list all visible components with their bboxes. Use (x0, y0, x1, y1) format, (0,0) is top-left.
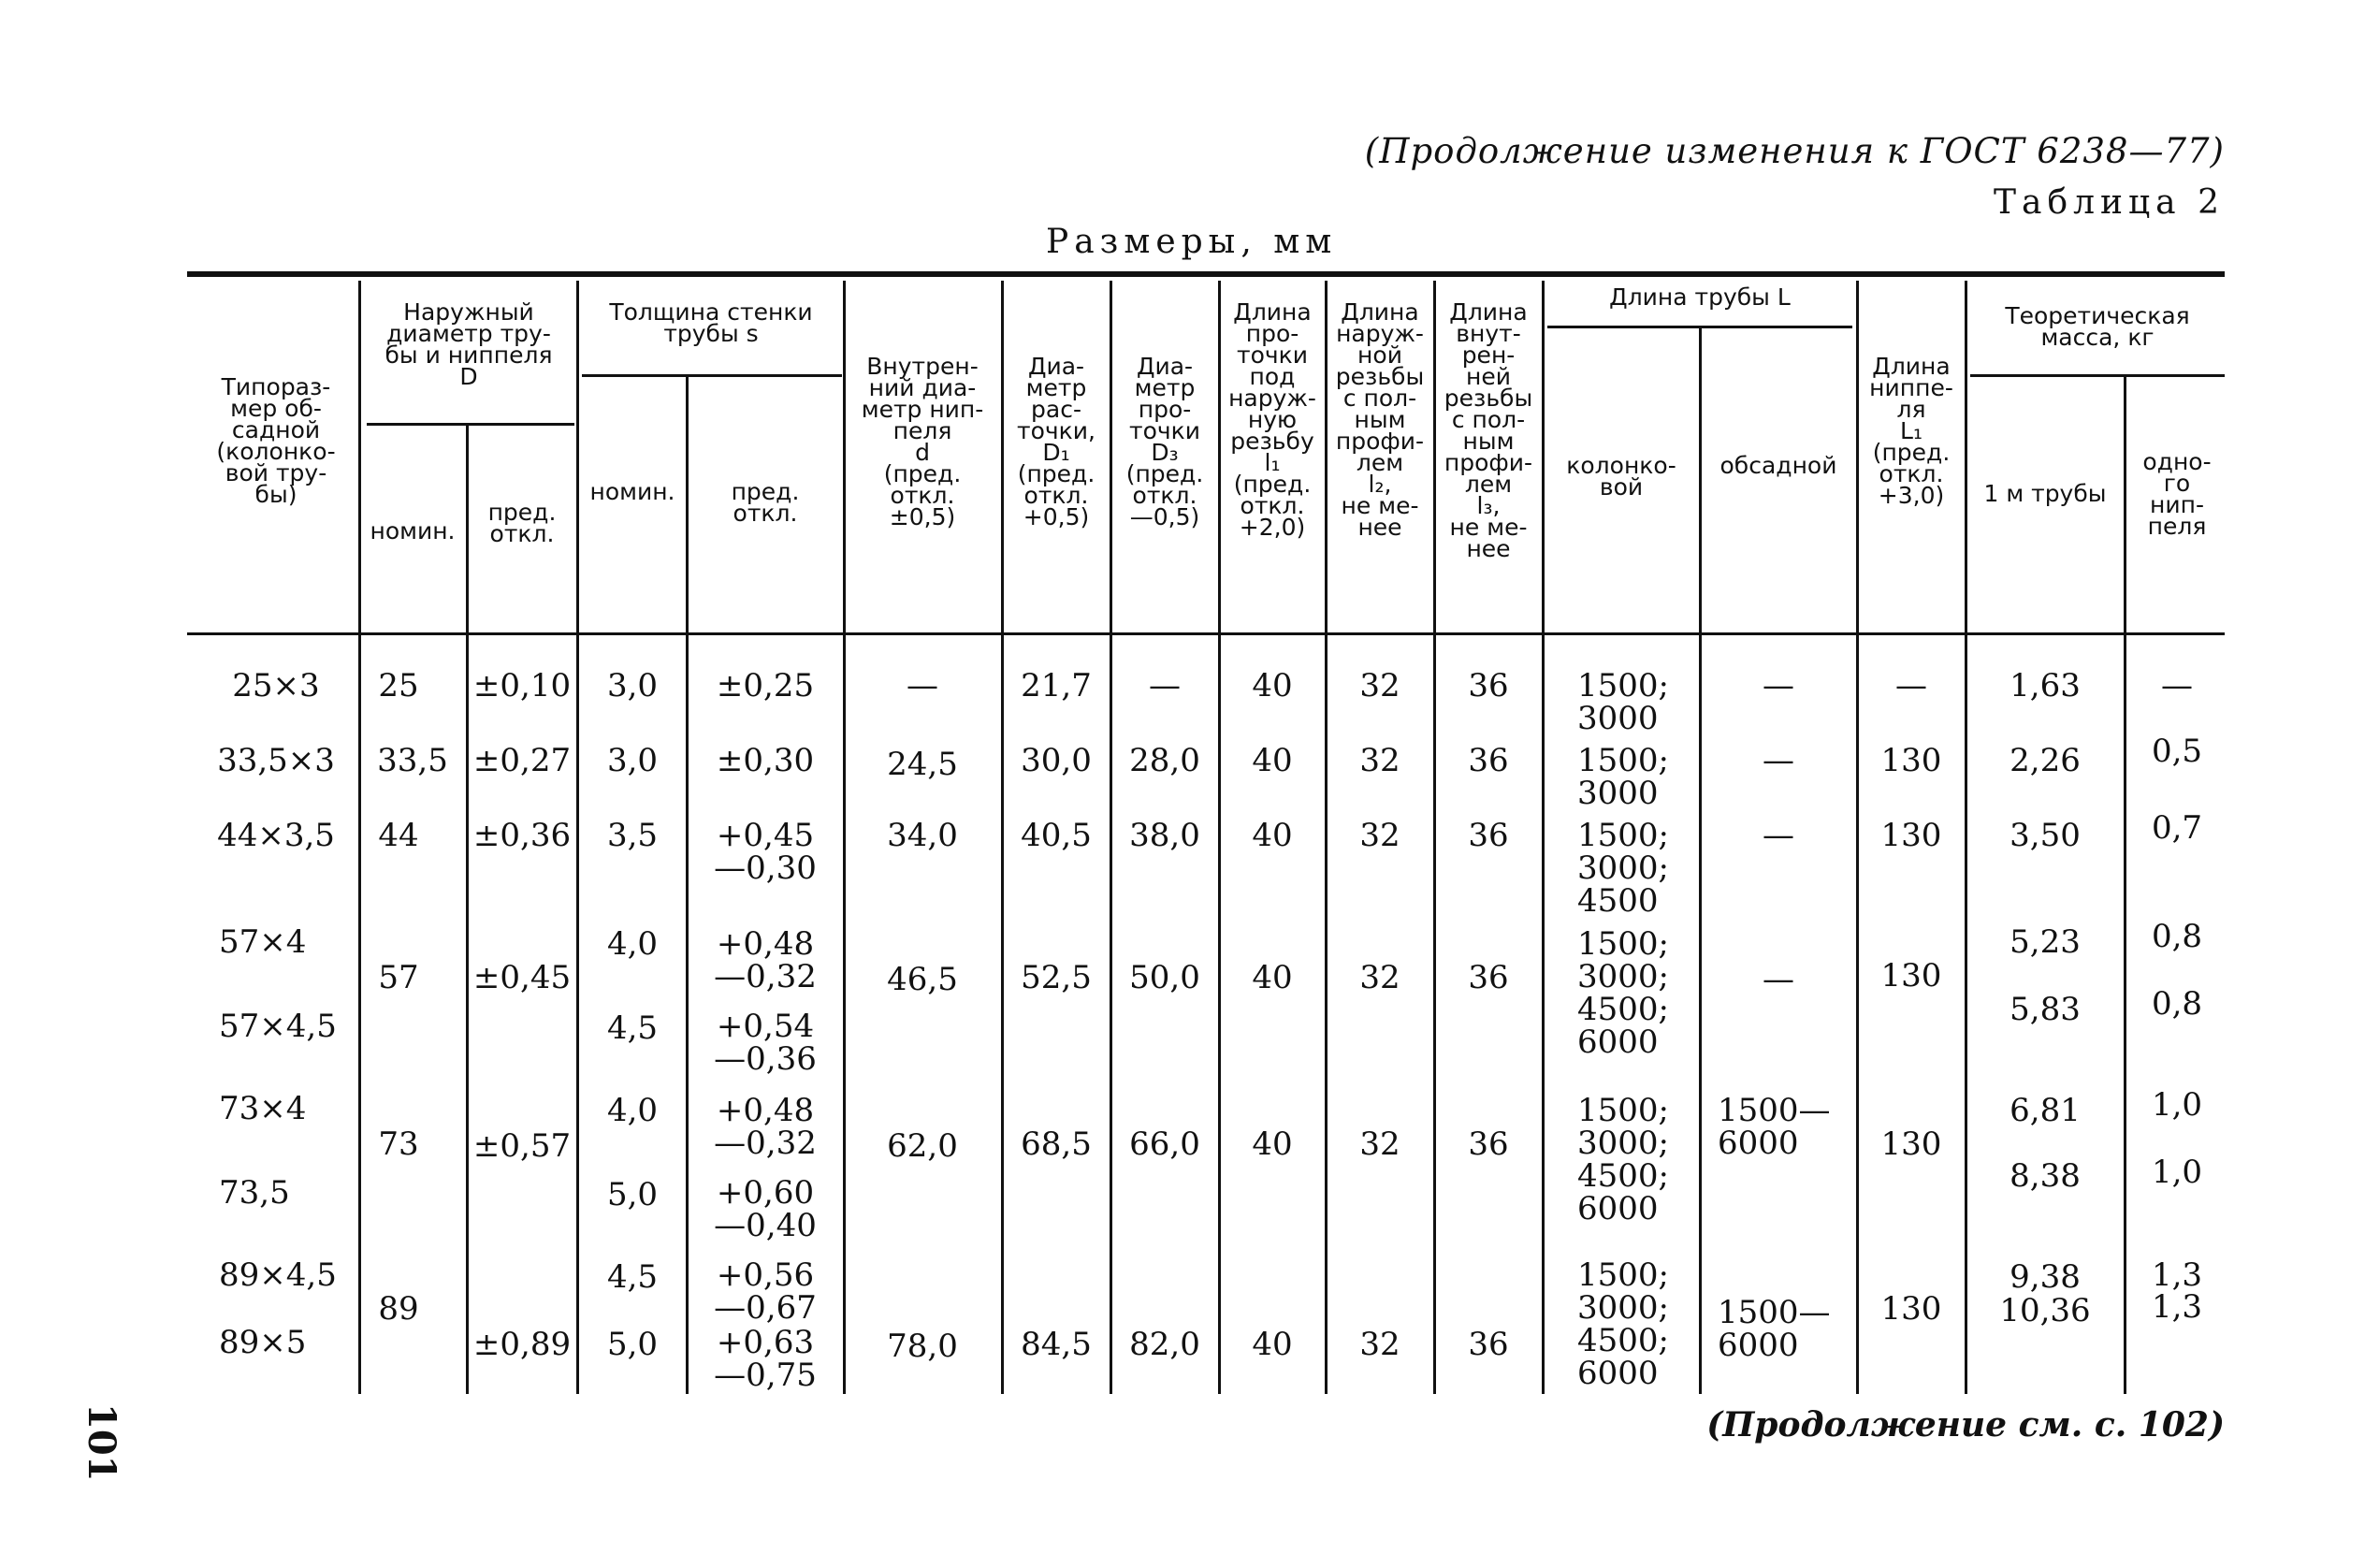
header-subrule (1547, 326, 1852, 328)
cell-s-nom: 5,0 (606, 1176, 659, 1213)
header-wall-thickness: Толщина стенки трубы s (609, 298, 813, 347)
cell-d-tol: ±0,57 (472, 1127, 572, 1165)
column-divider (1218, 281, 1221, 1394)
cell-d-tol: ±0,89 (472, 1326, 572, 1363)
cell-D1: 68,5 (1021, 1125, 1092, 1163)
cell-D3: 66,0 (1129, 1125, 1200, 1163)
cell-mass-nipple: 1,0 (2151, 1086, 2203, 1124)
cell-length-obsadnoy: — (1763, 817, 1794, 854)
cell-type: 89×5 (219, 1324, 307, 1361)
cell-D3: 38,0 (1129, 817, 1200, 854)
cell-mass-nipple: 0,8 (2151, 985, 2203, 1023)
cell-D3: 50,0 (1129, 959, 1200, 996)
continuation-title: (Продолжение изменения к ГОСТ 6238—77) (1364, 131, 2225, 171)
cell-type: 89×4,5 (219, 1256, 337, 1294)
cell-d-tol: ±0,36 (472, 817, 572, 854)
cell-length-kolonkovoy: 1500; 3000 (1577, 742, 1669, 812)
cell-mass-nipple: 0,5 (2151, 733, 2203, 770)
cell-l2: 32 (1359, 959, 1400, 996)
cell-inner-d: 24,5 (887, 746, 958, 783)
header-wall-nomin: номин. (589, 478, 675, 505)
cell-d-nom: 73 (378, 1125, 419, 1163)
column-divider (1699, 327, 1702, 1394)
cell-mass-1m: 6,81 (2010, 1092, 2081, 1129)
cell-nipple-length: 130 (1880, 1125, 1942, 1163)
column-divider (466, 425, 469, 1394)
cell-length-kolonkovoy: 1500; 3000; 4500; 6000 (1577, 1092, 1669, 1227)
cell-nipple-length: 130 (1880, 742, 1942, 779)
cell-d-tol: ±0,45 (472, 959, 572, 996)
header-length-kolonkovoy: колонко- вой (1566, 452, 1676, 501)
cell-s-tol: +0,63 —0,75 (714, 1324, 817, 1394)
cell-d-tol: ±0,10 (472, 667, 572, 704)
header-mass-1m: 1 м трубы (1983, 480, 2107, 507)
column-divider (1542, 281, 1545, 1394)
column-divider (1433, 281, 1436, 1394)
cell-D1: 84,5 (1021, 1326, 1092, 1363)
cell-s-nom: 4,5 (606, 1258, 659, 1296)
cell-length-kolonkovoy: 1500; 3000; 4500; 6000 (1577, 925, 1669, 1061)
cell-s-tol: ±0,25 (716, 667, 815, 704)
cell-l1: 40 (1252, 667, 1293, 704)
header-subrule (367, 423, 574, 426)
header-outer-nomin: номин. (370, 517, 456, 544)
cell-length-kolonkovoy: 1500; 3000 (1577, 667, 1669, 737)
table-label: Таблица 2 (1994, 183, 2225, 222)
cell-s-tol: +0,48 —0,32 (714, 925, 817, 995)
cell-mass-1m: 5,83 (2010, 991, 2081, 1028)
cell-nipple-length: 130 (1880, 1290, 1942, 1328)
cell-D1: 21,7 (1021, 667, 1092, 704)
cell-length-obsadnoy: 1500— 6000 (1718, 1092, 1831, 1162)
cell-inner-d: — (907, 667, 938, 704)
header-d3: Диа- метр про- точки D₃ (пред. откл. —0,5) (1125, 353, 1204, 530)
cell-mass-1m: 1,63 (2010, 667, 2081, 704)
cell-l3: 36 (1468, 742, 1509, 779)
cell-mass-nipple: — (2161, 667, 2193, 704)
header-pipe-length: Длина трубы L (1609, 283, 1791, 311)
cell-nipple-length: 130 (1880, 817, 1942, 854)
cell-mass-1m: 5,23 (2010, 923, 2081, 961)
header-subrule (582, 374, 842, 377)
continuation-footer: (Продолжение см. с. 102) (1706, 1405, 2225, 1445)
column-divider (1110, 281, 1112, 1394)
cell-l3: 36 (1468, 667, 1509, 704)
cell-s-nom: 4,0 (606, 1092, 659, 1129)
header-inner-diameter: Внутрен- ний диа- метр нип- пеля d (пред. откл. ±0,5) (861, 353, 984, 530)
header-type: Типораз- мер об- садной (колонко- вой тру- бы) (216, 373, 336, 508)
cell-s-tol: +0,45 —0,30 (714, 817, 817, 887)
cell-type: 33,5×3 (217, 742, 335, 779)
cell-l3: 36 (1468, 817, 1509, 854)
cell-type: 73×4 (219, 1090, 307, 1127)
column-divider (2124, 376, 2126, 1394)
cell-l3: 36 (1468, 959, 1509, 996)
cell-length-kolonkovoy: 1500; 3000; 4500; 6000 (1577, 1256, 1669, 1392)
cell-s-nom: 3,0 (606, 667, 659, 704)
column-divider (686, 376, 689, 1394)
header-l3: Длина внут- рен- ней резьбы с пол- ным профи- лем l₃, не ме- нее (1444, 298, 1533, 562)
cell-D1: 30,0 (1021, 742, 1092, 779)
cell-inner-d: 78,0 (887, 1328, 958, 1365)
cell-mass-nipple: 0,8 (2151, 918, 2203, 955)
cell-mass-1m: 2,26 (2010, 742, 2081, 779)
cell-length-kolonkovoy: 1500; 3000; 4500 (1577, 817, 1669, 920)
cell-l1: 40 (1252, 1125, 1293, 1163)
cell-D3: 82,0 (1129, 1326, 1200, 1363)
cell-nipple-length: 130 (1880, 957, 1942, 995)
cell-s-nom: 3,0 (606, 742, 659, 779)
cell-mass-nipple: 1,0 (2151, 1154, 2203, 1191)
cell-l2: 32 (1359, 817, 1400, 854)
cell-l2: 32 (1359, 1326, 1400, 1363)
cell-mass-nipple: 0,7 (2151, 809, 2203, 847)
column-divider (358, 281, 361, 1394)
header-mass-nipple: одно- го нип- пеля (2142, 448, 2212, 540)
page-number: 101 (80, 1403, 123, 1482)
units-caption: Размеры, мм (1046, 223, 1338, 261)
cell-l2: 32 (1359, 1125, 1400, 1163)
cell-type: 57×4 (219, 923, 307, 961)
cell-l2: 32 (1359, 742, 1400, 779)
table-top-rule (187, 271, 2225, 277)
cell-l1: 40 (1252, 1326, 1293, 1363)
header-theoretical-mass: Теоретическая масса, кг (2005, 302, 2190, 351)
cell-s-tol: +0,48 —0,32 (714, 1092, 817, 1162)
header-outer-tolerance: пред. откл. (487, 499, 557, 547)
cell-inner-d: 62,0 (887, 1127, 958, 1165)
column-divider (1001, 281, 1004, 1394)
cell-d-tol: ±0,27 (472, 742, 572, 779)
cell-mass-1m: 3,50 (2010, 817, 2081, 854)
cell-l2: 32 (1359, 667, 1400, 704)
column-divider (843, 281, 846, 1394)
cell-D1: 40,5 (1021, 817, 1092, 854)
cell-d-nom: 33,5 (377, 742, 448, 779)
column-divider (1856, 281, 1859, 1394)
cell-l3: 36 (1468, 1326, 1509, 1363)
cell-type: 73,5 (219, 1174, 290, 1212)
header-l2: Длина наруж- ной резьбы с пол- ным профи- лем l₂, не ме- нее (1335, 298, 1425, 541)
cell-type: 44×3,5 (217, 817, 335, 854)
cell-D3: 28,0 (1129, 742, 1200, 779)
cell-s-tol: +0,54 —0,36 (714, 1008, 817, 1078)
cell-mass-1m: 10,36 (1999, 1292, 2091, 1329)
cell-mass-1m: 9,38 (2010, 1258, 2081, 1296)
cell-mass-nipple: 1,3 (2151, 1256, 2203, 1294)
cell-inner-d: 34,0 (887, 817, 958, 854)
header-wall-tolerance: пред. откл. (731, 478, 800, 527)
cell-s-tol: +0,56 —0,67 (714, 1256, 817, 1327)
header-bottom-rule (187, 632, 2225, 635)
cell-mass-1m: 8,38 (2010, 1157, 2081, 1195)
cell-d-nom: 44 (378, 817, 419, 854)
cell-d-nom: 57 (378, 959, 419, 996)
cell-type: 57×4,5 (219, 1008, 337, 1045)
header-outer-diameter: Наружный диаметр тру- бы и ниппеля D (384, 298, 553, 390)
header-subrule (1970, 374, 2225, 377)
cell-s-nom: 3,5 (606, 817, 659, 854)
cell-s-nom: 5,0 (606, 1326, 659, 1363)
cell-s-tol: +0,60 —0,40 (714, 1174, 817, 1244)
cell-d-nom: 89 (378, 1290, 419, 1328)
cell-d-nom: 25 (378, 667, 419, 704)
cell-s-nom: 4,5 (606, 1009, 659, 1047)
header-length-obsadnoy: обсадной (1719, 452, 1837, 479)
column-divider (1325, 281, 1328, 1394)
cell-l1: 40 (1252, 817, 1293, 854)
cell-D3: — (1149, 667, 1181, 704)
cell-length-obsadnoy: 1500— 6000 (1718, 1294, 1831, 1364)
cell-s-tol: ±0,30 (716, 742, 815, 779)
header-d1: Диа- метр рас- точки, D₁ (пред. откл. +0,5) (1017, 353, 1095, 530)
header-nipple-length: Длина ниппе- ля L₁ (пред. откл. +3,0) (1869, 353, 1953, 509)
cell-length-obsadnoy: — (1763, 742, 1794, 779)
cell-inner-d: 46,5 (887, 961, 958, 998)
column-divider (576, 281, 579, 1394)
cell-l3: 36 (1468, 1125, 1509, 1163)
cell-D1: 52,5 (1021, 959, 1092, 996)
column-divider (1965, 281, 1967, 1394)
cell-mass-nipple: 1,3 (2151, 1288, 2203, 1326)
cell-l1: 40 (1252, 959, 1293, 996)
cell-length-obsadnoy: — (1763, 667, 1794, 704)
cell-type: 25×3 (232, 667, 320, 704)
cell-nipple-length: — (1895, 667, 1927, 704)
cell-l1: 40 (1252, 742, 1293, 779)
cell-length-obsadnoy: — (1763, 961, 1794, 998)
cell-s-nom: 4,0 (606, 925, 659, 963)
header-l1: Длина про- точки под наруж- ную резьбу l₁ (пред. откл. +2,0) (1228, 298, 1316, 541)
